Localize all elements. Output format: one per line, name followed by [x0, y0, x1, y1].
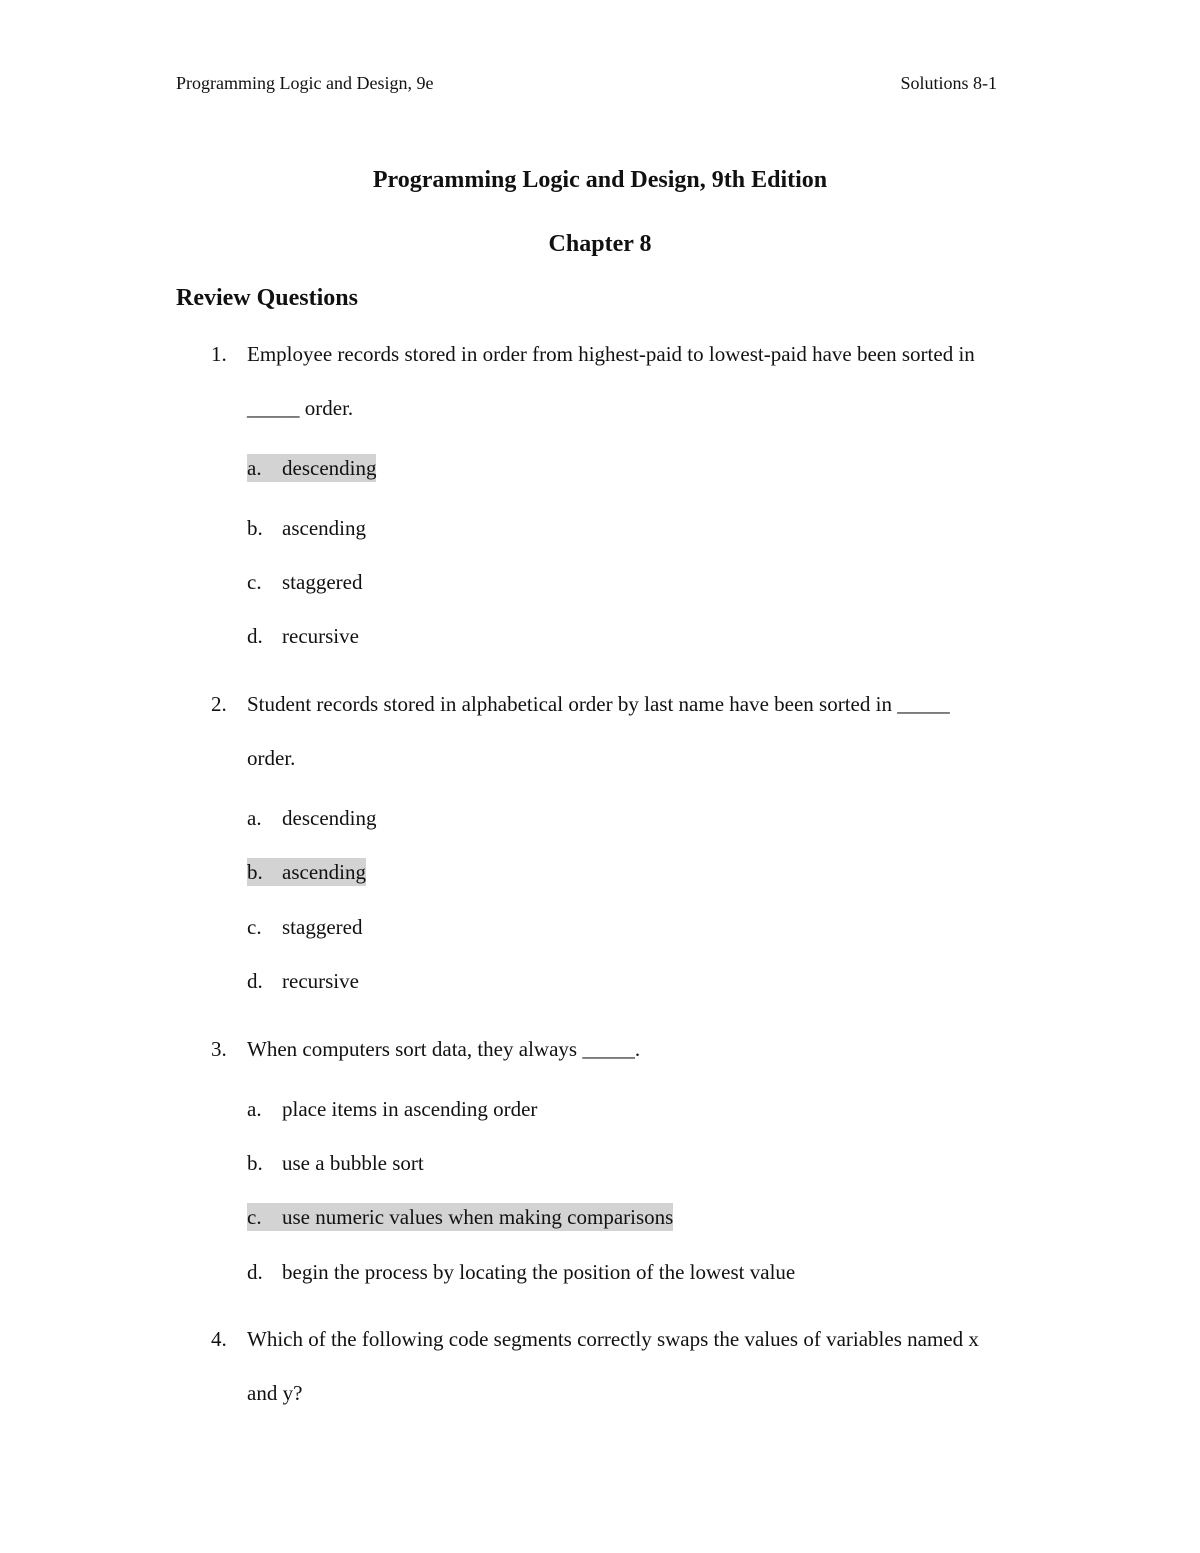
question-number: 1. — [211, 342, 227, 366]
running-header — [176, 70, 997, 96]
question-3 — [176, 1022, 996, 1076]
option-text: use a bubble sort — [282, 1151, 424, 1175]
header-page-number: Solutions 8-1 — [900, 73, 997, 93]
option-letter: a. — [247, 806, 262, 830]
question-number: 4. — [211, 1327, 227, 1351]
question-stem: Student records stored in alphabetical order by last name have been sorted in _____ order. — [247, 692, 950, 770]
option — [247, 514, 366, 542]
chapter-title: Chapter 8 — [548, 231, 652, 257]
option — [247, 622, 359, 650]
option-letter: b. — [247, 516, 263, 540]
question-4 — [176, 1312, 996, 1420]
option-letter: a. — [247, 1097, 262, 1121]
option-letter: c. — [247, 915, 262, 939]
option-text: place items in ascending order — [282, 1097, 538, 1121]
header-book-title: Programming Logic and Design, 9e — [176, 73, 434, 93]
option — [247, 1149, 424, 1177]
option — [247, 913, 362, 941]
question-stem: When computers sort data, they always _____. — [247, 1037, 641, 1061]
option-text: ascending — [282, 516, 366, 540]
option-text: recursive — [282, 969, 359, 993]
option-text: staggered — [282, 915, 363, 939]
option-text: staggered — [282, 570, 363, 594]
option-text: use numeric values when making comparisons — [282, 1205, 674, 1229]
option-text: begin the process by locating the position of the lowest value — [282, 1260, 796, 1284]
option — [247, 568, 362, 596]
option — [247, 804, 376, 832]
option-answer — [247, 858, 366, 886]
option-letter: b. — [247, 860, 263, 884]
question-2 — [176, 677, 996, 785]
option-text: descending — [282, 456, 377, 480]
option-text: descending — [282, 806, 377, 830]
option — [247, 1258, 795, 1286]
option-answer — [247, 1203, 673, 1231]
option-letter: a. — [247, 456, 262, 480]
option-text: ascending — [282, 860, 366, 884]
option-answer — [247, 454, 376, 482]
question-1 — [176, 327, 996, 435]
question-number: 3. — [211, 1037, 227, 1061]
option-letter: b. — [247, 1151, 263, 1175]
option-letter: c. — [247, 570, 262, 594]
option-letter: d. — [247, 1260, 263, 1284]
option-text: recursive — [282, 624, 359, 648]
question-number: 2. — [211, 692, 227, 716]
option — [247, 1095, 537, 1123]
option-letter: c. — [247, 1205, 262, 1229]
question-stem: Which of the following code segments correctly swaps the values of variables named x and y? — [247, 1327, 979, 1405]
option-letter: d. — [247, 969, 263, 993]
option — [247, 967, 359, 995]
document-title: Programming Logic and Design, 9th Edition — [372, 167, 828, 193]
section-title: Review Questions — [176, 285, 358, 311]
option-letter: d. — [247, 624, 263, 648]
question-stem: Employee records stored in order from highest-paid to lowest-paid have been sorted in _____ order. — [247, 342, 975, 420]
